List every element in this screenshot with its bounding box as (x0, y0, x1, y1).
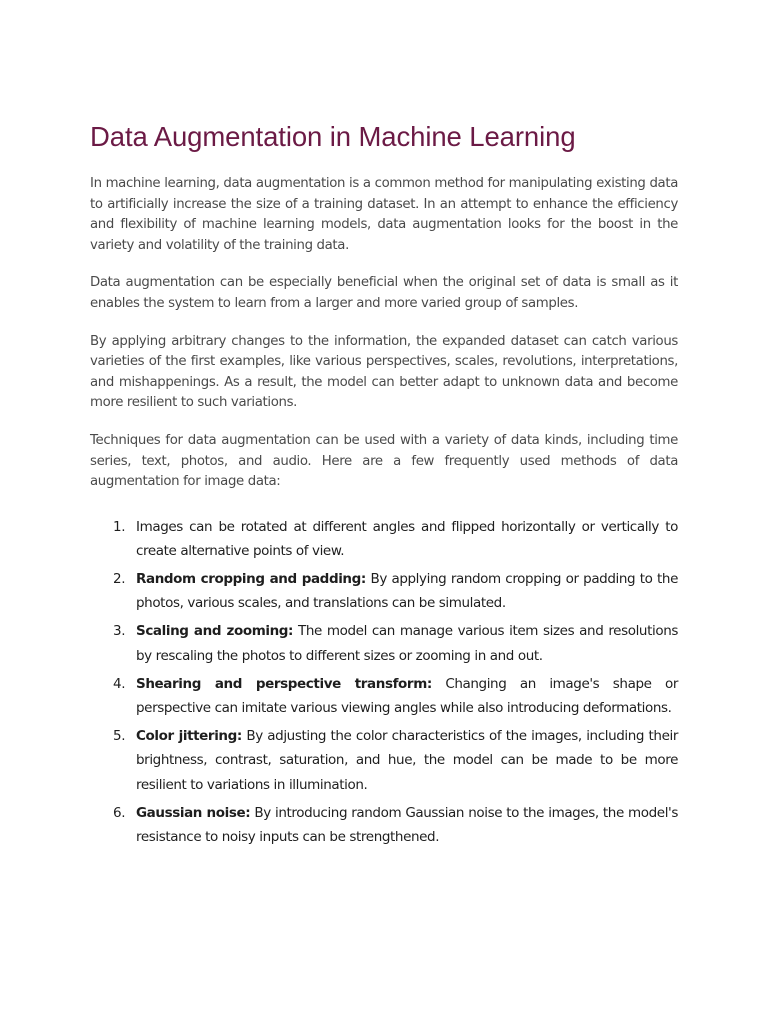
list-item (90, 801, 678, 850)
list-item-text: By applying random cropping or padding to the photos, various scales, and translations can be simulated. (136, 571, 678, 612)
paragraph-intro: In machine learning, data augmentation is a common method for manipulating existing data to artificially increase the size of a training dataset. In an attempt to enhance the efficiency and flexibility of machine learning models, data augmentation looks for the boost in the variety and volatility of the training data. (90, 176, 678, 253)
list-item-number: 6. (113, 804, 126, 821)
page-title: Data Augmentation in Machine Learning (90, 121, 576, 152)
list-item-number: 1. (113, 518, 126, 535)
list-item-text: By adjusting the color characteristics of the images, including their brightness, contrast, saturation, and hue, the model can be made to be more resilient to variations in illumination. (136, 727, 678, 793)
list-item-number: 5. (113, 727, 126, 744)
list-item-term: Random cropping and padding: (136, 571, 366, 588)
paragraph-techniques: Techniques for data augmentation can be used with a variety of data kinds, including time series, text, photos, and audio. Here are a few frequently used methods of data augmentation for image data: (90, 432, 678, 490)
list-item-number: 3. (113, 623, 126, 640)
list-item (90, 515, 678, 564)
list-item-number: 2. (113, 571, 126, 588)
list-item (90, 724, 678, 797)
paragraph-variations: By applying arbitrary changes to the information, the expanded dataset can catch various varieties of the first examples, like various perspectives, scales, revolutions, interpretations, and mishappenings. As a result, the model can better adapt to unknown data and become more resilient to such variations. (90, 333, 678, 411)
list-item (90, 672, 678, 721)
list-item-number: 4. (113, 675, 126, 692)
list-item-term: Gaussian noise: (136, 804, 251, 821)
list-item-term: Color jittering: (136, 727, 242, 744)
list-item-text: Changing an image's shape or perspective can imitate various viewing angles while also introducing deformations. (136, 675, 678, 717)
list-item-text: Images can be rotated at different angles and flipped horizontally or vertically to create alternative points of view. (136, 518, 678, 560)
list-item-term: Scaling and zooming: (136, 623, 294, 640)
list-item-term: Shearing and perspective transform: (136, 675, 432, 692)
list-item (90, 619, 678, 668)
list-item-text: By introducing random Gaussian noise to the images, the model's resistance to noisy inputs can be strengthened. (136, 804, 678, 846)
paragraph-benefit: Data augmentation can be especially beneficial when the original set of data is small as it enables the system to learn from a larger and more varied group of samples. (90, 275, 678, 311)
list-item-text: The model can manage various item sizes and resolutions by rescaling the photos to different sizes or zooming in and out. (136, 623, 678, 664)
augmentation-methods-list (90, 515, 678, 850)
document-page (90, 120, 678, 853)
list-item (90, 567, 678, 616)
